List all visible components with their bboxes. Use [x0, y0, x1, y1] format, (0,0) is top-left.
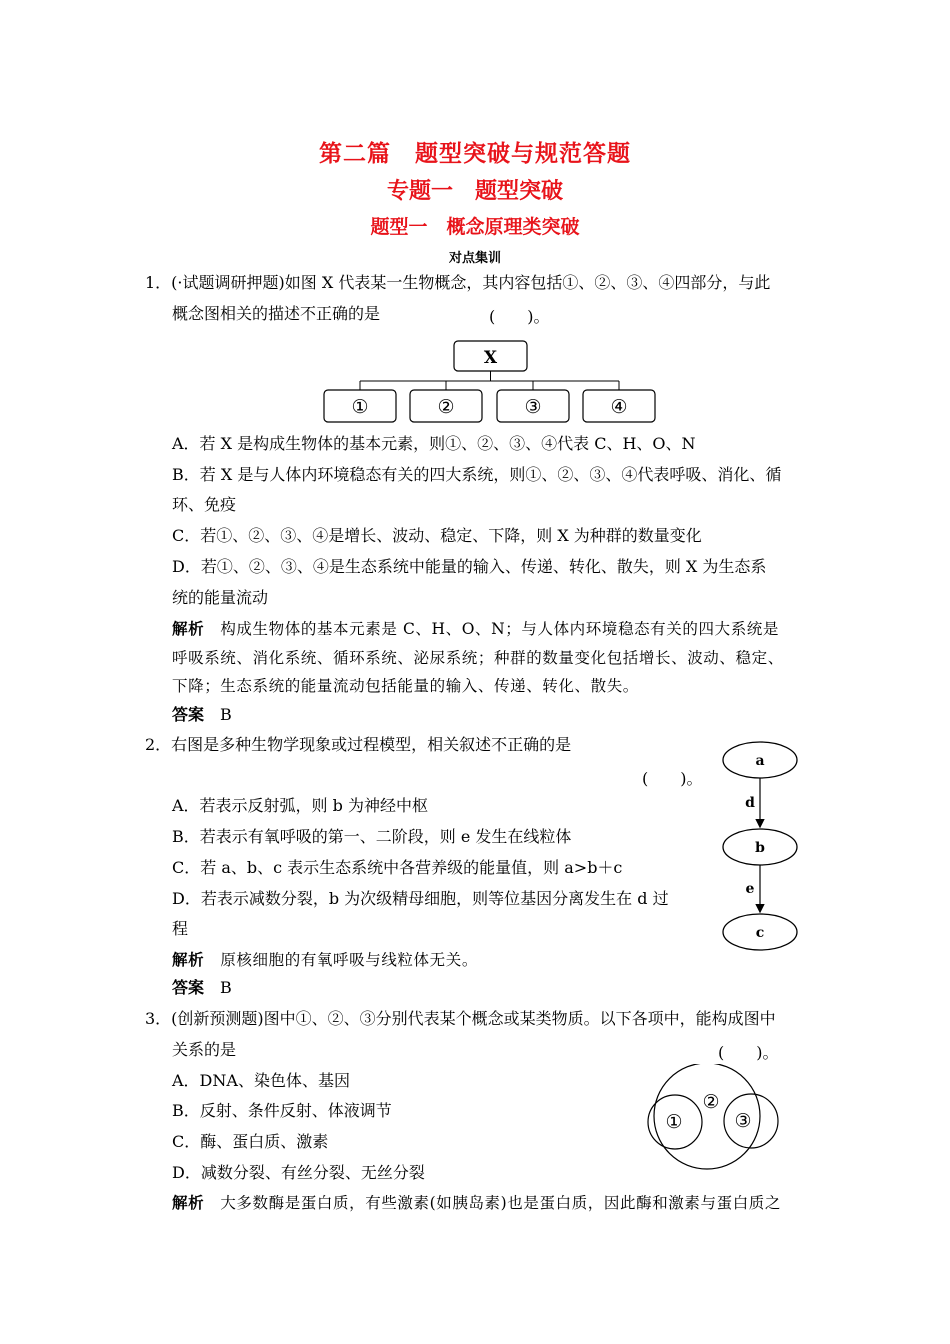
- q3-analysis: 解析 大多数酶是蛋白质，有些激素(如胰岛素)也是蛋白质，因此酶和激素与蛋白质之: [172, 1193, 782, 1212]
- q3-answer-bracket: ( )。: [718, 1043, 779, 1062]
- q2-option-a: A．若表示反射弧，则 b 为神经中枢: [172, 796, 428, 815]
- answer-value: B: [220, 705, 232, 724]
- q3-option-b: B．反射、条件反射、体液调节: [172, 1101, 392, 1120]
- answer-value: B: [220, 978, 232, 997]
- q3-option-d: D．减数分裂、有丝分裂、无丝分裂: [172, 1163, 425, 1182]
- flow-edge-label-d: d: [745, 795, 755, 811]
- concept-root-label: X: [483, 348, 498, 368]
- q3-stem-line2: 关系的是: [172, 1040, 237, 1059]
- answer-label: 答案: [172, 978, 205, 997]
- q3-option-c: C．酶、蛋白质、激素: [172, 1132, 329, 1151]
- venn-label-2: ②: [702, 1091, 720, 1113]
- q2-option-d-line1: D．若表示减数分裂，b 为次级精母细胞，则等位基因分离发生在 d 过: [172, 889, 669, 908]
- q1-option-b-line1: B．若 X 是与人体内环境稳态有关的四大系统，则①、②、③、④代表呼吸、消化、循: [172, 465, 782, 484]
- q1-analysis-line3: 下降；生态系统的能量流动包括能量的输入、传递、转化、散失。: [172, 677, 639, 695]
- q1-answer: [172, 705, 232, 725]
- analysis-label: 解析: [172, 619, 205, 638]
- q2-option-c: C．若 a、b、c 表示生态系统中各营养级的能量值，则 a>b＋c: [172, 858, 623, 877]
- concept-label-3: ③: [524, 396, 542, 418]
- q3-stem-line1: 3．(创新预测题)图中①、②、③分别代表某个概念或某类物质。以下各项中，能构成图中: [145, 1009, 776, 1028]
- page-subtitle: 专题一 题型突破: [386, 178, 563, 204]
- section-title: 题型一 概念原理类突破: [370, 216, 580, 238]
- venn-label-3: ③: [734, 1110, 752, 1132]
- venn-label-1: ①: [665, 1111, 683, 1133]
- q1-analysis-line2: 呼吸系统、消化系统、循环系统、泌尿系统；种群的数量变化包括增长、波动、稳定、: [172, 649, 784, 667]
- flow-label-a: a: [755, 753, 765, 769]
- flow-edge-label-e: e: [745, 881, 755, 897]
- concept-label-4: ④: [610, 396, 628, 418]
- flow-label-c: c: [755, 925, 765, 941]
- q2-analysis: 解析 原核细胞的有氧呼吸与线粒体无关。: [172, 950, 478, 969]
- concept-label-1: ①: [351, 396, 369, 418]
- q2-answer: [172, 978, 232, 998]
- q1-option-c: C．若①、②、③、④是增长、波动、稳定、下降，则 X 为种群的数量变化: [172, 526, 702, 545]
- q2-answer-bracket: ( )。: [642, 769, 703, 788]
- q1-stem-line2: 概念图相关的描述不正确的是: [172, 304, 381, 323]
- q2-flow-diagram: [712, 736, 808, 952]
- page-title: 第二篇 题型突破与规范答题: [319, 140, 631, 167]
- q1-option-d-line2: 统的能量流动: [172, 588, 269, 607]
- exercise-label: 对点集训: [448, 251, 501, 266]
- q2-stem: 2．右图是多种生物学现象或过程模型，相关叙述不正确的是: [145, 735, 572, 754]
- analysis-label: 解析: [172, 950, 205, 969]
- q1-stem-line1: 1．(·试题调研押题)如图 X 代表某一生物概念，其内容包括①、②、③、④四部分，与此: [145, 273, 771, 292]
- concept-label-2: ②: [437, 396, 455, 418]
- q1-concept-diagram: [318, 335, 663, 427]
- q1-answer-bracket: ( )。: [489, 307, 550, 326]
- flow-label-b: b: [755, 840, 765, 856]
- q3-option-a: A．DNA、染色体、基因: [172, 1071, 350, 1090]
- analysis-label: 解析: [172, 1193, 205, 1212]
- q1-analysis-line1: 解析 构成生物体的基本元素是 C、H、O、N；与人体内环境稳态有关的四大系统是: [172, 619, 779, 638]
- q2-option-d-line2: 程: [172, 919, 189, 938]
- q1-option-a: A．若 X 是构成生物体的基本元素，则①、②、③、④代表 C、H、O、N: [172, 434, 696, 453]
- q2-option-b: B．若表示有氧呼吸的第一、二阶段，则 e 发生在线粒体: [172, 827, 572, 846]
- q1-option-d-line1: D．若①、②、③、④是生态系统中能量的输入、传递、转化、散失，则 X 为生态系: [172, 557, 767, 576]
- q3-venn-diagram: [640, 1064, 790, 1174]
- q1-option-b-line2: 环、免疫: [172, 495, 237, 514]
- answer-label: 答案: [172, 705, 205, 724]
